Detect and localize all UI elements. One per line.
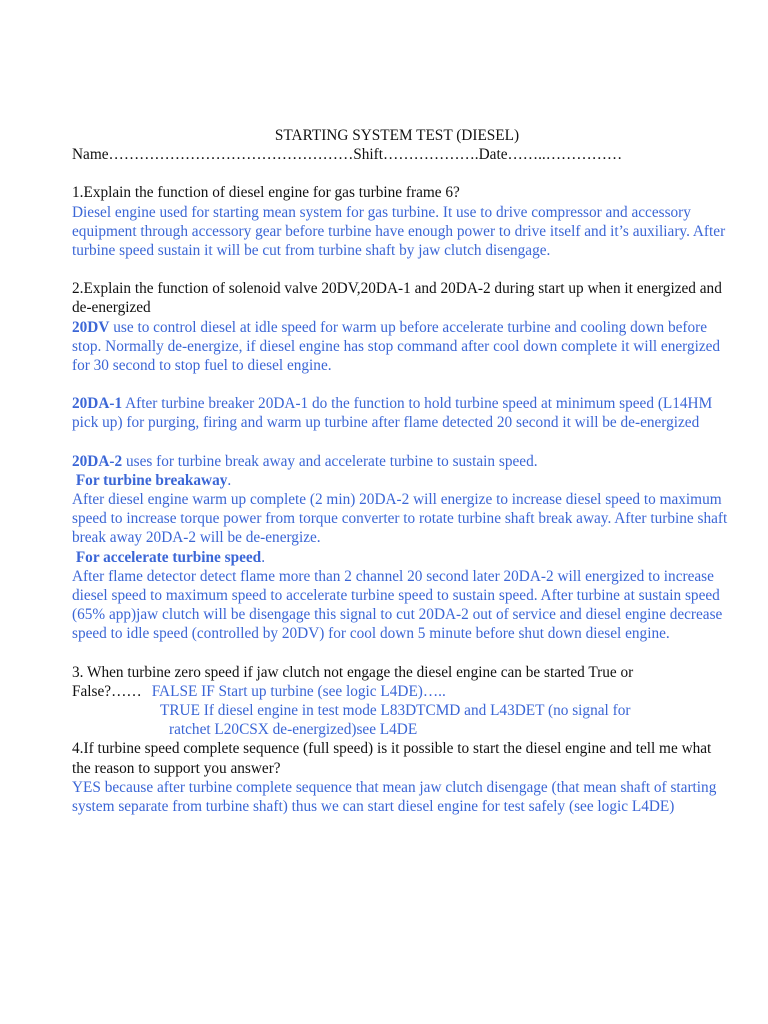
question-1: 1.Explain the function of diesel engine for gas turbine frame 6?	[72, 184, 460, 202]
answer-2-20da1	[72, 394, 732, 432]
breakaway-heading: For turbine breakaway	[75, 471, 228, 489]
text-20da1: After turbine breaker 20DA-1 do the function to hold turbine speed at minimum speed (L14HM pick up) for purging, firing and warm up turbine after flame detected 20 second it will be de-energized	[72, 395, 713, 432]
accelerate-text: After flame detector detect flame more than 2 channel 20 second later 20DA-2 will energized to increase diesel speed to maximum speed to accelerate turbine speed to sustain speed. After turbine at sustain speed (65% app)jaw clutch will be disengage this signal to cut 20DA-2 out of service and diesel engine decrease speed to idle speed (controlled by 20DV) for cool down 5 minute before shut down diesel engine.	[72, 567, 723, 643]
spacer	[72, 375, 732, 394]
answer-1: Diesel engine used for starting mean system for gas turbine. It use to drive compressor and accessory equipment through accessory gear before turbine have enough power to drive itself and it’s auxiliary. After turbine speed sustain it will be cut from turbine shaft by jaw clutch disengage.	[72, 203, 726, 260]
answer-3-true-line2: ratchet L20CSX de-energized)see L4DE	[169, 721, 418, 739]
answer-4: YES because after turbine complete sequence that mean jaw clutch disengage (that mean shaft of starting system separate from turbine shaft) thus we can start diesel engine for test safely (see logic L4DE)	[72, 778, 717, 816]
document-page	[72, 126, 732, 816]
text-20dv: use to control diesel at idle speed for warm up before accelerate turbine and cooling down before stop. Normally de-energize, if diesel engine has stop command after cool down complete it will energized for 30 second to stop fuel to diesel engine.	[72, 318, 721, 375]
question-4: 4.If turbine speed complete sequence (full speed) is it possible to start the diesel engine and tell me what the reason to support you answer?	[72, 740, 712, 777]
accelerate-heading-line: For accelerate turbine speed.	[75, 548, 266, 566]
spacer	[72, 644, 732, 663]
name-shift-date-line: Name…………………………………………Shift……………….Date……..……………	[72, 146, 623, 164]
answer-3-false: FALSE IF Start up turbine (see logic L4DE)…..	[151, 682, 446, 700]
question-3-line1: 3. When turbine zero speed if jaw clutch not engage the diesel engine can be started True or	[72, 663, 634, 681]
answer-3-true-line1: TRUE If diesel engine in test mode L83DTCMD and L43DET (no signal for	[160, 702, 631, 720]
answer-2-20da2	[72, 452, 732, 471]
question-2: 2.Explain the function of solenoid valve 20DV,20DA-1 and 20DA-2 during start up when it energized and de-energized	[72, 280, 722, 317]
question-3-prefix: False?……	[72, 682, 142, 700]
breakaway-text: After diesel engine warm up complete (2 min) 20DA-2 will energize to increase diesel speed to maximum speed to increase torque power from torque converter to rotate turbine shaft break away. After turbine shaft break away 20DA-2 will be de-energize.	[72, 491, 728, 547]
accelerate-heading: For accelerate turbine speed	[75, 548, 262, 566]
document-title: STARTING SYSTEM TEST (DIESEL)	[274, 127, 520, 144]
breakaway-heading-line: For turbine breakaway.	[75, 471, 232, 489]
spacer	[72, 433, 732, 452]
label-20dv: 20DV	[72, 318, 110, 336]
text-20da2: uses for turbine break away and accelerate turbine to sustain speed.	[122, 452, 538, 470]
label-20da2: 20DA-2	[72, 452, 123, 470]
spacer	[72, 260, 732, 279]
spacer	[72, 164, 732, 183]
label-20da1: 20DA-1	[72, 395, 123, 413]
answer-2-20dv	[72, 318, 732, 376]
question-3-line2	[72, 682, 732, 701]
